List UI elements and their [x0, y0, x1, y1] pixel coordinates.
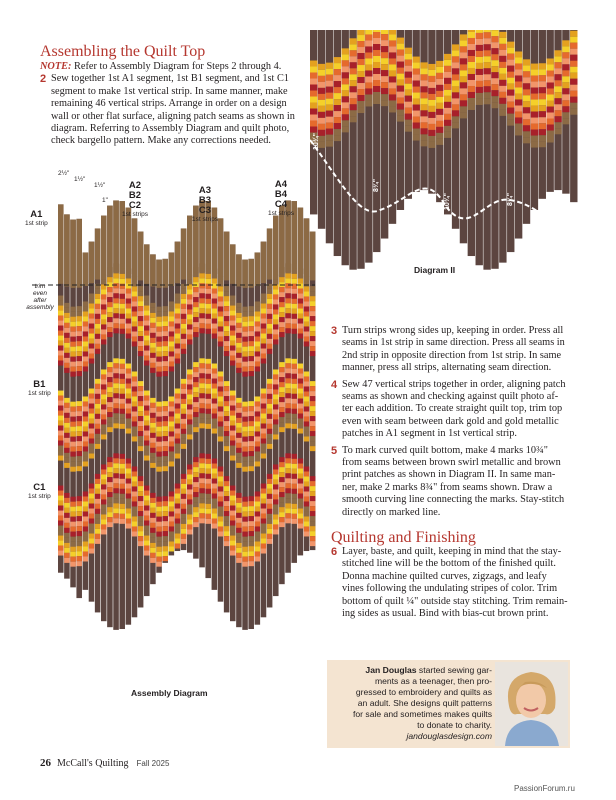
assembly-strip — [285, 200, 291, 572]
bio-line: gressed to embroidery and quilts as — [355, 687, 492, 697]
diagram-ii-strip — [507, 30, 514, 252]
note-text: Refer to Assembly Diagram for Steps 2 through 4. — [71, 61, 282, 72]
trim-label-line: after — [33, 297, 47, 304]
label-a2: A2 — [128, 180, 142, 191]
bio-line: to donate to charity. — [417, 720, 492, 730]
label-a3: A3 — [198, 185, 212, 196]
label-b1 — [28, 380, 51, 397]
diagram-ii-strip — [444, 30, 451, 214]
step-6-line: ing sides as usual. Bind with bias-cut brown print. — [342, 608, 549, 620]
step-6 — [331, 546, 591, 620]
assembly-strip — [230, 244, 236, 621]
step-4-number: 4 — [331, 378, 338, 391]
section-title-quilting: Quilting and Finishing — [331, 529, 476, 546]
diagram-ii-strip — [523, 30, 530, 224]
mark-4: 8¾" — [507, 192, 514, 206]
step-5-line: from seams between brown swirl metallic and brown — [342, 457, 561, 469]
assembly-strip — [138, 232, 144, 608]
dim-1: 1" — [102, 197, 108, 204]
assembly-strip — [181, 228, 187, 550]
bio-line: for sale and sometimes makes quilts — [353, 709, 492, 719]
label-a1-title: A1 — [30, 209, 43, 220]
diagram-ii-strip — [349, 30, 356, 270]
assembly-strip — [242, 260, 248, 630]
diagram-ii-strip — [389, 30, 396, 224]
label-a4: A4 — [274, 179, 288, 190]
label-group-4 — [265, 180, 297, 217]
assembly-strip — [261, 242, 267, 618]
diagram-ii-strip — [570, 30, 577, 202]
page-number: 26 — [40, 757, 51, 769]
step-2-line: diagram. Referring to Assembly Diagram and quilt photo, — [51, 123, 290, 135]
label-c1 — [28, 483, 51, 500]
diagram-ii-strip — [436, 30, 443, 202]
assembly-strip — [298, 208, 304, 556]
mark-1: 10¾" — [313, 133, 320, 150]
diagram-ii-strip — [342, 30, 349, 265]
step-2-line: wall or other flat surface, aligning patch seams as shown in — [51, 110, 295, 122]
section-title-assembling: Assembling the Quilt Top — [40, 43, 206, 60]
label-group-2-sub: 1st strips — [121, 211, 148, 218]
step-5-line: directly on marked line. — [342, 506, 441, 518]
diagram-ii-strip — [491, 30, 498, 269]
bio-website: jandouglasdesign.com — [406, 731, 492, 741]
assembly-strip — [218, 218, 224, 601]
assembly-strip — [255, 252, 261, 624]
diagram-ii-strip — [420, 30, 427, 190]
note-line — [40, 61, 310, 73]
step-6-line: stitched line will be the bottom of the finished quilt. — [342, 558, 556, 570]
step-3-number: 3 — [331, 325, 338, 337]
assembly-strip — [101, 216, 107, 622]
trim-label-line: trim — [34, 283, 46, 290]
assembly-strip — [169, 252, 175, 555]
assembly-strip — [205, 201, 211, 578]
dim-1-5a: 1½" — [74, 176, 86, 183]
assembly-strip — [64, 214, 70, 578]
diagram-ii-strips — [310, 30, 578, 270]
label-b1-sub: 1st strip — [28, 390, 51, 397]
diagram-ii-strip — [554, 30, 561, 190]
bio-line: an adult. She designs quilt patterns — [357, 698, 492, 708]
label-c4: C4 — [274, 199, 288, 210]
label-group-3 — [190, 186, 220, 223]
step-5-line: print patches as shown in Diagram II. In same man- — [342, 469, 556, 481]
label-a1-sub: 1st strip — [25, 220, 48, 227]
step-5 — [331, 445, 591, 519]
step-3-line: Turn strips wrong sides up, keeping in order. Press all — [342, 325, 564, 336]
label-b3: B3 — [198, 195, 212, 206]
assembly-strip — [236, 254, 242, 627]
assembly-strip — [150, 254, 156, 584]
step-4-line: seams as shown and checking against quilt photo af- — [342, 391, 559, 403]
assembly-strip — [279, 206, 285, 585]
diagram-ii-strip — [310, 30, 317, 214]
step-6-number: 6 — [331, 546, 338, 558]
assembly-strip — [95, 228, 101, 612]
label-group-4-sub: 1st strips — [267, 210, 294, 217]
assembly-strip — [119, 201, 125, 629]
step-5-line: ner, make 2 marks 8¾" from seams shown. Draw a — [342, 481, 553, 493]
label-group-2 — [120, 181, 150, 218]
diagram-ii-strip — [326, 30, 333, 243]
assembly-strip — [89, 242, 95, 602]
step-4-line: even with seam between dark gold and gold metallic — [342, 415, 559, 427]
mark-3: 10¾" — [444, 193, 451, 210]
diagram-ii-caption: Diagram II — [414, 265, 456, 275]
label-a1 — [25, 210, 48, 227]
assembly-strips — [58, 200, 315, 629]
assembly-caption: Assembly Diagram — [131, 688, 208, 698]
assembly-strip — [162, 259, 168, 563]
diagram-ii-strip — [562, 30, 569, 194]
step-3-line: 2nd strip in opposite direction from 1st strip. In same — [342, 349, 562, 361]
label-c3: C3 — [198, 205, 212, 216]
step-3 — [331, 325, 591, 375]
assembly-diagram — [0, 160, 330, 705]
assembly-strip — [291, 201, 297, 563]
assembly-strip — [175, 242, 181, 551]
assembly-strip — [304, 218, 310, 551]
assembly-strip — [132, 218, 138, 617]
issue: Fall 2025 — [136, 759, 170, 768]
author-photo — [495, 662, 568, 746]
magazine-name: McCall's Quilting — [57, 758, 129, 769]
mark-5: 10¾" — [567, 218, 574, 235]
diagram-ii-strip — [381, 30, 388, 239]
label-b4: B4 — [274, 189, 288, 200]
bio-line: ments as a teenager, then pro- — [374, 676, 492, 686]
diagram-ii-strip — [412, 30, 419, 192]
diagram-ii-strip — [373, 30, 380, 252]
diagram-ii-strip — [476, 30, 483, 265]
step-4-line: ter each addition. To create straight quilt top, trim top — [342, 403, 563, 415]
diagram-ii-strip — [428, 30, 435, 194]
step-6-line: Donna machine quilted curves, zigzags, and leafy — [342, 570, 547, 582]
step-5-line: To mark curved quilt bottom, make 4 marks 10¾" — [342, 444, 548, 456]
assembly-strip — [156, 260, 162, 573]
photo-face — [516, 682, 546, 718]
assembly-strip — [76, 219, 82, 598]
diagram-ii-strip — [468, 30, 475, 256]
step-3-line: seams in 1st strip in same direction. Press all seams in — [342, 337, 565, 349]
trim-label-line: even — [32, 290, 48, 297]
step-2-line: remaining 46 vertical strips. Arrange in order on a design — [51, 98, 287, 110]
dim-1-5b: 1½" — [94, 182, 106, 189]
note-label: NOTE: — [40, 61, 72, 72]
diagram-ii-strip — [546, 30, 553, 192]
diagram-ii-strip — [539, 30, 546, 199]
assembly-strip — [144, 244, 150, 596]
step-6-line: Layer, baste, and quilt, keeping in mind that the stay- — [342, 546, 562, 557]
step-5-line: smooth curving line connecting the marks. Stay-stitch — [342, 494, 565, 506]
step-2 — [40, 73, 310, 147]
label-b1-title: B1 — [33, 379, 46, 390]
label-c1-title: C1 — [33, 482, 46, 493]
step-6-line: bottom of quilt ¼" outside stay stitching. Trim remain- — [342, 595, 568, 607]
assembly-strip — [273, 216, 279, 596]
diagram-ii-strip — [397, 30, 404, 210]
diagram-ii-strip — [405, 30, 412, 199]
bio-name: Jan Douglas — [365, 665, 417, 675]
dim-2-5: 2½" — [58, 170, 70, 177]
mark-2: 8¾" — [373, 178, 380, 192]
assembly-strip — [126, 208, 132, 625]
step-4 — [331, 379, 591, 441]
assembly-strip — [83, 252, 89, 589]
step-2-number: 2 — [40, 73, 47, 86]
watermark: PassionForum.ru — [514, 784, 575, 793]
step-4-line: Sew 47 vertical strips together in order, aligning patch — [342, 378, 566, 390]
assembly-strip — [70, 220, 76, 588]
step-4-line: patches in A1 segment in 1st vertical strip. — [342, 428, 518, 440]
diagram-ii — [310, 30, 580, 280]
trim-label-line: assembly — [26, 304, 54, 311]
step-2-line: segment to make 1st vertical strip. In same manner, make — [51, 85, 288, 97]
diagram-ii-strip — [365, 30, 372, 263]
section1-text — [40, 61, 310, 148]
label-b2: B2 — [128, 190, 142, 201]
label-c2: C2 — [128, 200, 142, 211]
diagram-ii-strip — [460, 30, 467, 243]
diagram-ii-strip — [334, 30, 341, 256]
step-6-line: vines following the undulating stripes of color. Trim — [342, 583, 558, 595]
diagram-ii-strip — [531, 30, 538, 210]
assembly-strip — [224, 232, 230, 613]
assembly-strip — [107, 206, 113, 628]
bio-text — [332, 665, 492, 742]
assembly-strip — [193, 206, 199, 559]
assembly-strip — [187, 216, 193, 553]
bio-line: started sewing gar- — [416, 665, 492, 675]
diagram-ii-strip — [499, 30, 506, 263]
assembly-strip — [248, 259, 254, 629]
assembly-strip — [212, 208, 218, 590]
step-2-line: check bargello pattern. Make any corrections needed. — [51, 135, 271, 147]
diagram-ii-strip — [318, 30, 325, 229]
label-c1-sub: 1st strip — [28, 493, 51, 500]
step-5-number: 5 — [331, 444, 338, 457]
assembly-strip — [199, 200, 205, 567]
step-2-line: Sew together 1st A1 segment, 1st B1 segment, and 1st C1 — [51, 73, 289, 85]
diagram-ii-strip — [357, 30, 364, 269]
step-3-line: manner, press all strips, alternating seam direction. — [342, 362, 552, 374]
footer — [40, 753, 169, 771]
trim-label — [24, 283, 56, 311]
diagram-ii-strip — [452, 30, 459, 229]
assembly-strip — [58, 204, 64, 572]
diagram-ii-strip — [515, 30, 522, 239]
assembly-strip — [113, 200, 119, 629]
diagram-ii-strip — [483, 30, 490, 270]
label-group-3-sub: 1st strips — [191, 216, 218, 223]
steps-3-5 — [331, 325, 591, 519]
